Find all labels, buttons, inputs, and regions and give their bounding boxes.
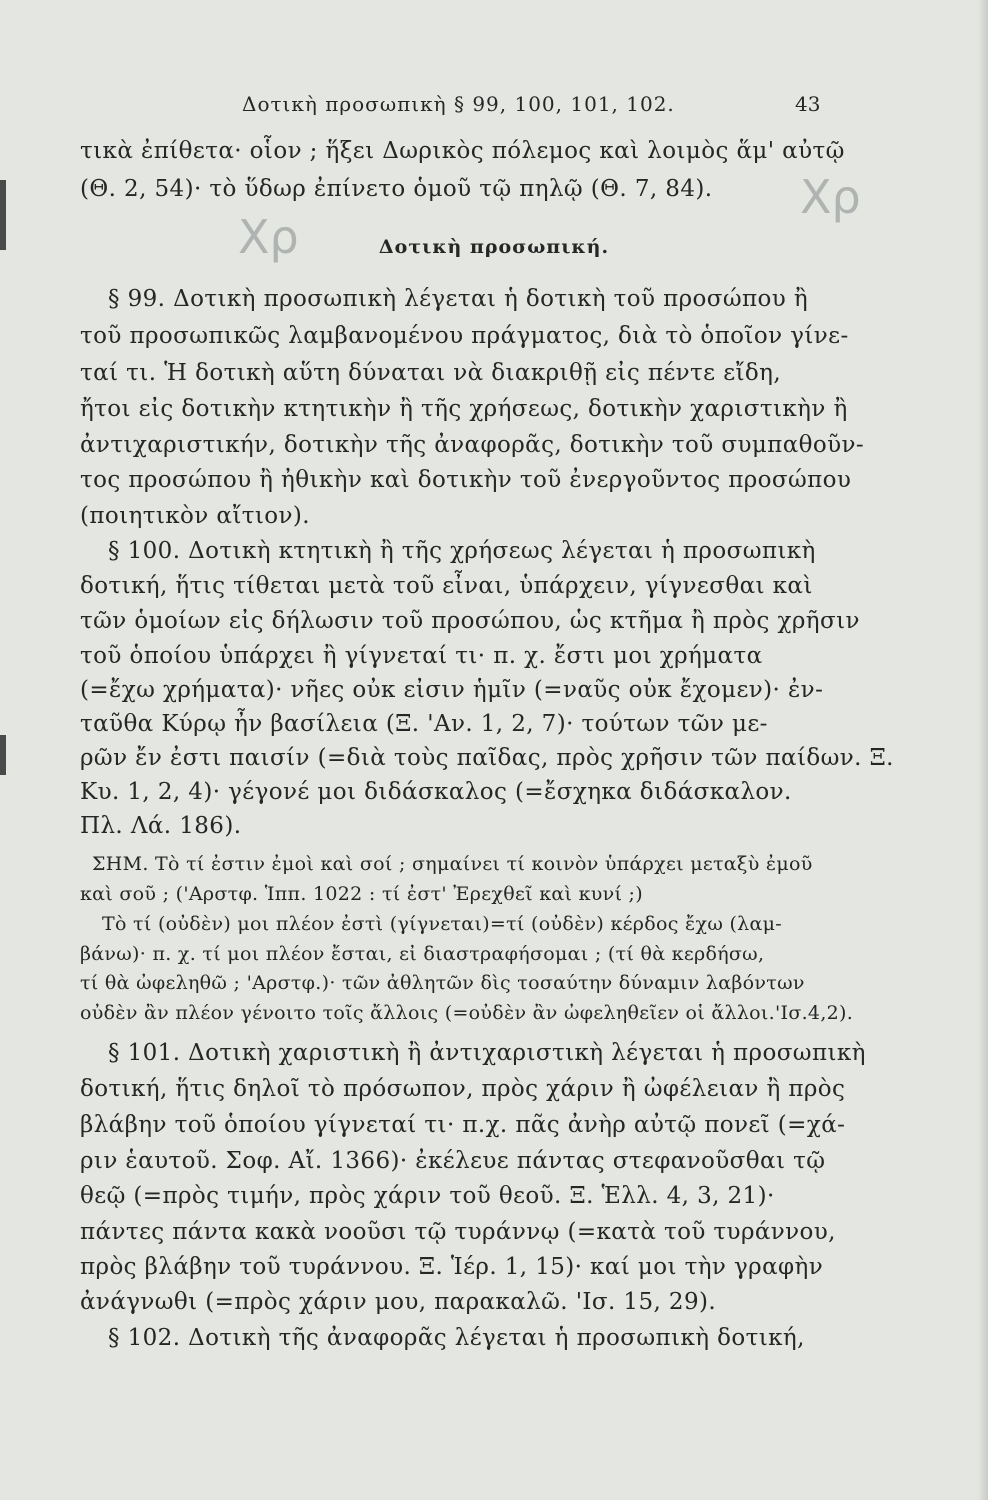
note-line: ΣΗΜ. Τὸ τί ἐστιν ἐμοὶ καὶ σοί ; σημαίνει τί κοινὸν ὑπάρχει μεταξὺ ἐμοῦ	[92, 853, 813, 875]
text-line: § 99. Δοτικὴ προσωπικὴ λέγεται ἡ δοτικὴ τοῦ προσώπου ἢ	[108, 286, 809, 312]
page-edge-shadow	[978, 0, 988, 1500]
page-number: 43	[795, 92, 821, 116]
text-line: θεῷ (=πρὸς τιμήν, πρὸς χάριν τοῦ θεοῦ. Ξ. Ἑλλ. 4, 3, 21)·	[80, 1183, 775, 1209]
text-line: Κυ. 1, 2, 4)· γέγονέ μοι διδάσκαλος (=ἔσχηκα διδάσκαλον.	[80, 779, 792, 805]
text-line: πρὸς βλάβην τοῦ τυράννου. Ξ. Ἱέρ. 1, 15)· καί μοι τὴν γραφὴν	[80, 1254, 824, 1280]
note-line: καὶ σοῦ ; ('Αρστφ. Ἱππ. 1022 : τί ἐστ' Ἐρεχθεῖ καὶ κυνί ;)	[80, 883, 643, 905]
note-line: βάνω)· π. χ. τί μοι πλέον ἔσται, εἰ διαστραφήσομαι ; (τί θὰ κερδήσω,	[80, 943, 765, 965]
text-line: δοτική, ἥτις δηλοῖ τὸ πρόσωπον, πρὸς χάριν ἢ ὠφέλειαν ἢ πρὸς	[80, 1076, 846, 1102]
text-line: τικὰ ἐπίθετα· οἷον ; ἥξει Δωρικὸς πόλεμος καὶ λοιμὸς ἅμ' αὐτῷ	[80, 138, 845, 164]
text-line: ριν ἑαυτοῦ. Σοφ. Αἴ. 1366)· ἐκέλευε πάντας στεφανοῦσθαι τῷ	[80, 1148, 826, 1174]
pencil-mark: Χρ	[800, 170, 861, 224]
text-line: ταί τι. Ἡ δοτικὴ αὕτη δύναται νὰ διακριθῇ εἰς πέντε εἴδη,	[80, 360, 782, 386]
text-line: (=ἔχω χρήματα)· νῆες οὐκ εἰσιν ἡμῖν (=ναῦς οὐκ ἔχομεν)· ἐν-	[80, 677, 824, 703]
text-line: § 101. Δοτικὴ χαριστικὴ ἢ ἀντιχαριστικὴ λέγεται ἡ προσωπικὴ	[108, 1040, 866, 1066]
text-line: Πλ. Λά. 186).	[80, 813, 242, 839]
pencil-mark: Χρ	[238, 210, 299, 264]
section-heading: Δοτικὴ προσωπική.	[378, 236, 610, 258]
note-line: Τὸ τί (οὐδὲν) μοι πλέον ἐστὶ (γίγνεται)=τί (οὐδὲν) κέρδος ἔχω (λαμ-	[102, 913, 783, 935]
text-line: βλάβην τοῦ ὁποίου γίγνεταί τι· π.χ. πᾶς ἀνὴρ αὐτῷ πονεῖ (=χά-	[80, 1112, 846, 1138]
text-line: § 102. Δοτικὴ τῆς ἀναφορᾶς λέγεται ἡ προσωπικὴ δοτική,	[108, 1325, 805, 1351]
text-line: ἤτοι εἰς δοτικὴν κτητικὴν ἢ τῆς χρήσεως, δοτικὴν χαριστικὴν ἢ	[80, 396, 848, 422]
text-line: τοῦ προσωπικῶς λαμβανομένου πράγματος, διὰ τὸ ὁποῖον γίνε-	[80, 323, 849, 349]
binding-mark	[0, 735, 6, 775]
text-line: τῶν ὁμοίων εἰς δήλωσιν τοῦ προσώπου, ὡς κτῆμα ἢ πρὸς χρῆσιν	[80, 608, 860, 634]
text-line: § 100. Δοτικὴ κτητικὴ ἢ τῆς χρήσεως λέγεται ἡ προσωπικὴ	[108, 538, 816, 564]
text-line: ταῦθα Κύρῳ ἦν βασίλεια (Ξ. 'Αν. 1, 2, 7)· τούτων τῶν με-	[80, 711, 768, 737]
text-line: ρῶν ἔν ἐστι παισίν (=διὰ τοὺς παῖδας, πρὸς χρῆσιν τῶν παίδων. Ξ.	[80, 745, 894, 771]
note-line: οὐδὲν ἂν πλέον γένοιτο τοῖς ἄλλοις (=οὐδὲν ἂν ὠφεληθεῖεν οἱ ἄλλοι.'Ισ.4,2).	[80, 1002, 854, 1024]
text-line: τος προσώπου ἢ ἠθικὴν καὶ δοτικὴν τοῦ ἐνεργοῦντος προσώπου	[80, 467, 852, 493]
text-line: (ποιητικὸν αἴτιον).	[80, 503, 310, 529]
note-line: τί θὰ ὠφεληθῶ ; 'Αρστφ.)· τῶν ἀθλητῶν δὶς τοσαύτην δύναμιν λαβόντων	[80, 972, 805, 994]
running-title: Δοτικὴ προσωπικὴ § 99, 100, 101, 102.	[242, 92, 675, 116]
text-line: ἀντιχαριστικήν, δοτικὴν τῆς ἀναφορᾶς, δοτικὴν τοῦ συμπαθοῦν-	[80, 432, 865, 458]
text-line: ἀνάγνωθι (=πρὸς χάριν μου, παρακαλῶ. 'Ισ. 15, 29).	[80, 1289, 717, 1315]
text-line: πάντες πάντα κακὰ νοοῦσι τῷ τυράννῳ (=κατὰ τοῦ τυράννου,	[80, 1219, 836, 1245]
text-line: τοῦ ὁποίου ὑπάρχει ἢ γίγνεταί τι· π. χ. ἔστι μοι χρήματα	[80, 643, 763, 669]
text-line: (Θ. 2, 54)· τὸ ὕδωρ ἐπίνετο ὁμοῦ τῷ πηλῷ (Θ. 7, 84).	[80, 176, 713, 202]
text-line: δοτική, ἥτις τίθεται μετὰ τοῦ εἶναι, ὑπάρχειν, γίγνεσθαι καὶ	[80, 573, 813, 599]
